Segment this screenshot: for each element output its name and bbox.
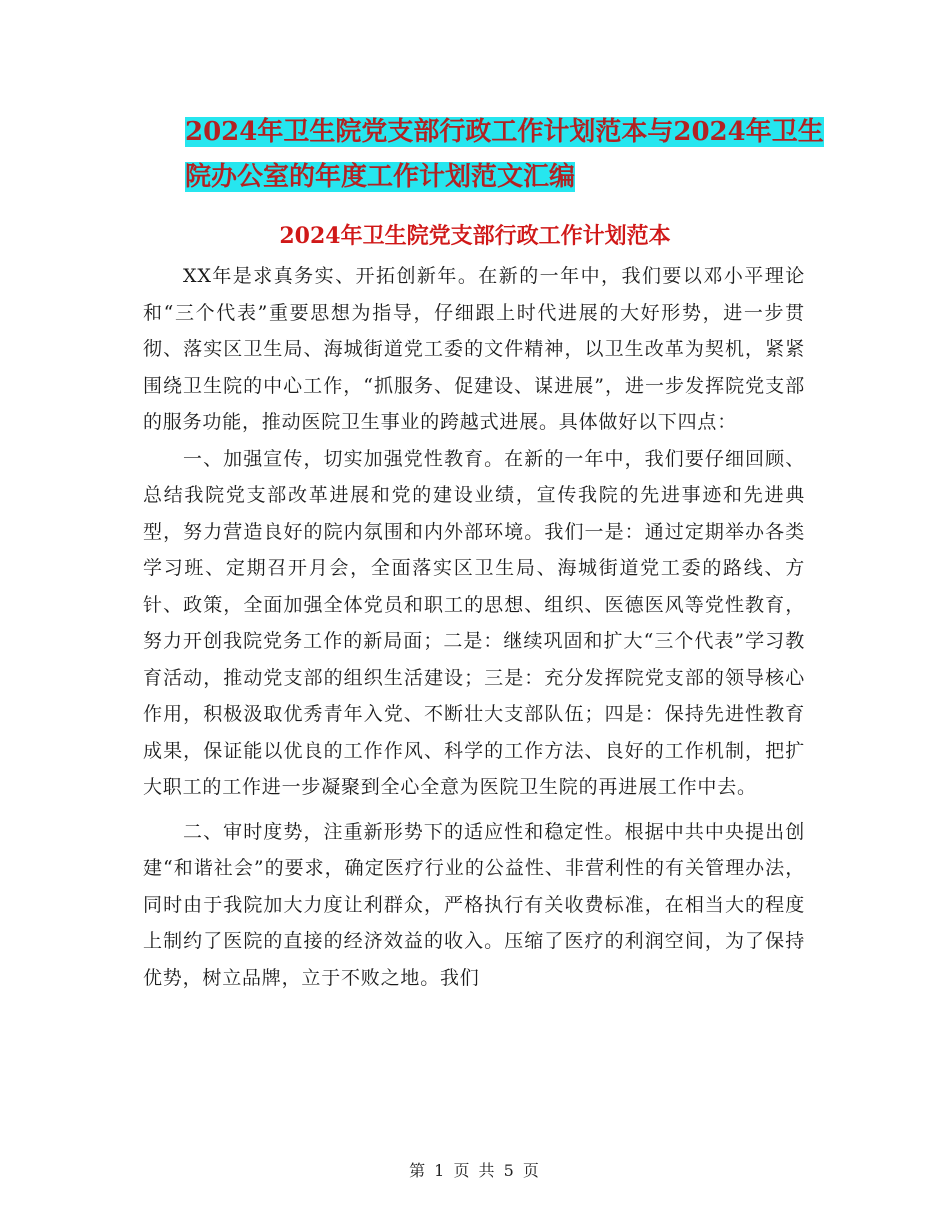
document-body	[143, 258, 805, 996]
paragraph-point-2: 二、审时度势，注重新形势下的适应性和稳定性。根据中共中央提出创建“和谐社会”的要求，确定医疗行业的公益性、非营利性的有关管理办法，同时由于我院加大力度让利群众，严格执行有关收费标准，在相当大的程度上制约了医院的直接的经济效益的收入。压缩了医疗的利润空间，为了保持优势，树立品牌，立于不败之地。我们	[143, 820, 805, 989]
paragraph-point-1: 一、加强宣传，切实加强党性教育。在新的一年中，我们要仔细回顾、总结我院党支部改革进展和党的建设业绩，宣传我院的先进事迹和先进典型，努力营造良好的院内氛围和内外部环境。我们一是：通过定期举办各类学习班、定期召开月会，全面落实区卫生局、海城街道党工委的路线、方针、政策，全面加强全体党员和职工的思想、组织、医德医风等党性教育，努力开创我院党务工作的新局面；二是：继续巩固和扩大“三个代表”学习教育活动，推动党支部的组织生活建设；三是：充分发挥院党支部的领导核心作用，积极汲取优秀青年入党、不断壮大支部队伍；四是：保持先进性教育成果，保证能以优良的工作作风、科学的工作方法、良好的工作机制，把扩大职工的工作进一步凝聚到全心全意为医院卫生院的再进展工作中去。	[143, 447, 805, 798]
section-heading: 2024年卫生院党支部行政工作计划范本	[279, 223, 671, 249]
title-line-1: 2024年卫生院党支部行政工作计划范本与2024年卫生	[185, 117, 824, 147]
page-footer: 第 1 页 共 5 页	[409, 1161, 541, 1180]
document-title	[185, 110, 825, 200]
title-line-2: 院办公室的年度工作计划范文汇编	[185, 162, 576, 192]
paragraph-intro: XX年是求真务实、开拓创新年。在新的一年中，我们要以邓小平理论和“三个代表”重要思想为指导，仔细跟上时代进展的大好形势，进一步贯彻、落实区卫生局、海城街道党工委的文件精神，以卫生改革为契机，紧紧围绕卫生院的中心工作，“抓服务、促建设、谋进展”，进一步发挥院党支部的服务功能，推动医院卫生事业的跨越式进展。具体做好以下四点：	[143, 265, 805, 433]
